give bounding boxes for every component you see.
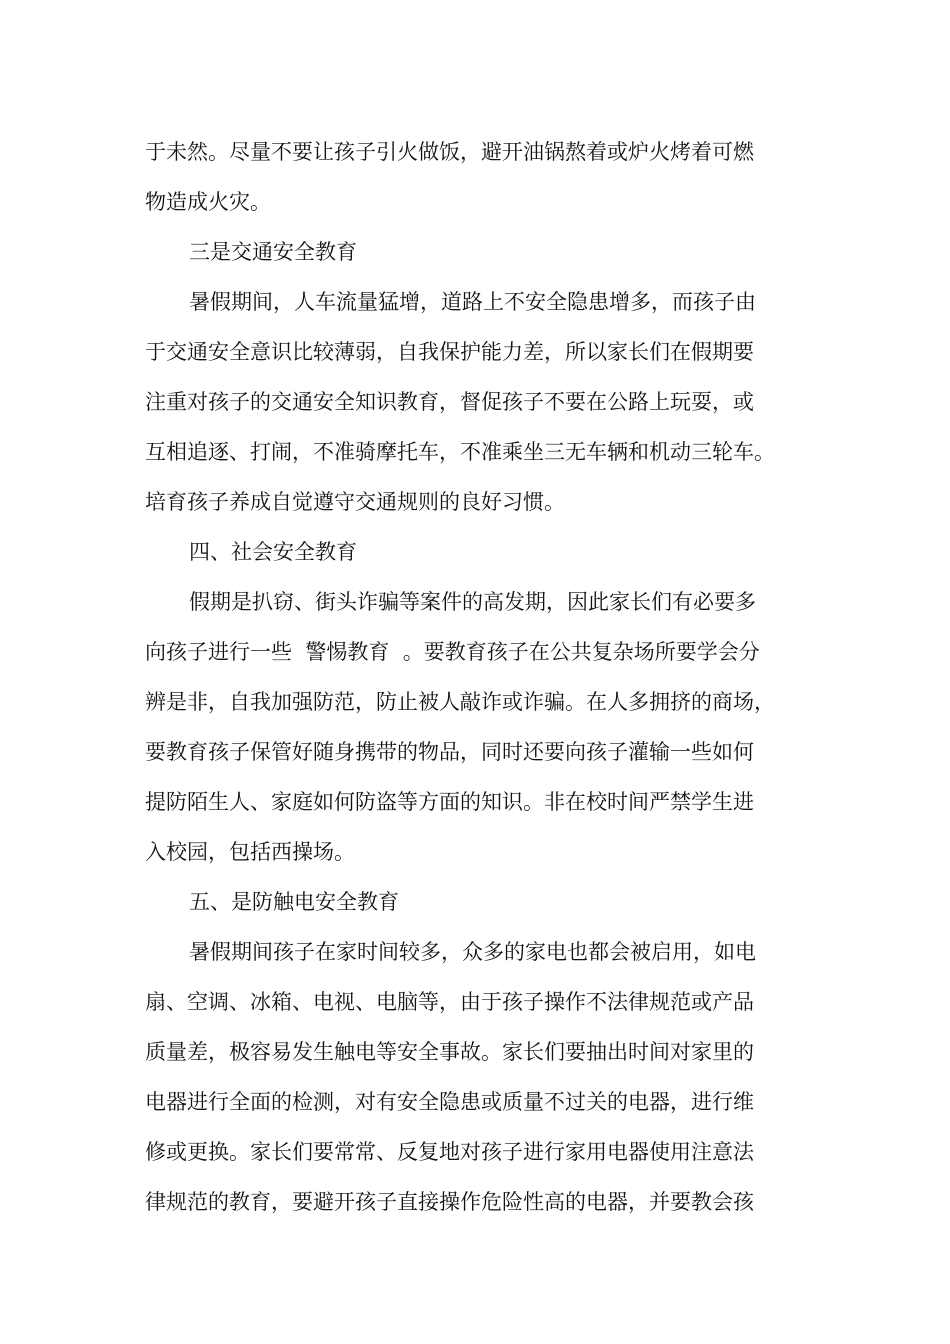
text-line: 扇、空调、冰箱、电视、电脑等，由于孩子操作不法律规范或产品 <box>145 990 754 1014</box>
text-line: 质量差，极容易发生触电等安全事故。家长们要抽出时间对家里的 <box>145 1040 754 1064</box>
text-line: 培育孩子养成自觉遵守交通规则的良好习惯。 <box>145 490 565 514</box>
text-line: 向孩子进行一些 警惕教育 。要教育孩子在公共复杂场所要学会分 <box>145 640 760 664</box>
text-line: 辨是非，自我加强防范，防止被人敲诈或诈骗。在人多拥挤的商场， <box>145 690 775 714</box>
section-heading: 五、是防触电安全教育 <box>189 890 399 914</box>
text-line: 入校园，包括西操场。 <box>145 840 355 864</box>
text-line: 注重对孩子的交通安全知识教育，督促孩子不要在公路上玩耍，或 <box>145 390 754 414</box>
text-line: 互相追逐、打闹，不准骑摩托车，不准乘坐三无车辆和机动三轮车。 <box>145 440 775 464</box>
text-line: 假期是扒窃、街头诈骗等案件的高发期，因此家长们有必要多 <box>189 590 756 614</box>
section-heading: 四、社会安全教育 <box>189 540 357 564</box>
text-line: 律规范的教育，要避开孩子直接操作危险性高的电器，并要教会孩 <box>145 1190 754 1214</box>
text-line: 暑假期间，人车流量猛增，道路上不安全隐患增多，而孩子由 <box>189 290 756 314</box>
section-heading: 三是交通安全教育 <box>189 240 357 264</box>
text-line: 物造成火灾。 <box>145 190 271 214</box>
text-line: 暑假期间孩子在家时间较多，众多的家电也都会被启用，如电 <box>189 940 756 964</box>
document-body <box>145 127 825 1227</box>
text-line: 要教育孩子保管好随身携带的物品，同时还要向孩子灌输一些如何 <box>145 740 754 764</box>
text-line: 于未然。尽量不要让孩子引火做饭，避开油锅熬着或炉火烤着可燃 <box>145 140 754 164</box>
text-line: 提防陌生人、家庭如何防盗等方面的知识。非在校时间严禁学生进 <box>145 790 754 814</box>
text-line: 修或更换。家长们要常常、反复地对孩子进行家用电器使用注意法 <box>145 1140 754 1164</box>
text-line: 电器进行全面的检测，对有安全隐患或质量不过关的电器，进行维 <box>145 1090 754 1114</box>
text-line: 于交通安全意识比较薄弱，自我保护能力差，所以家长们在假期要 <box>145 340 754 364</box>
